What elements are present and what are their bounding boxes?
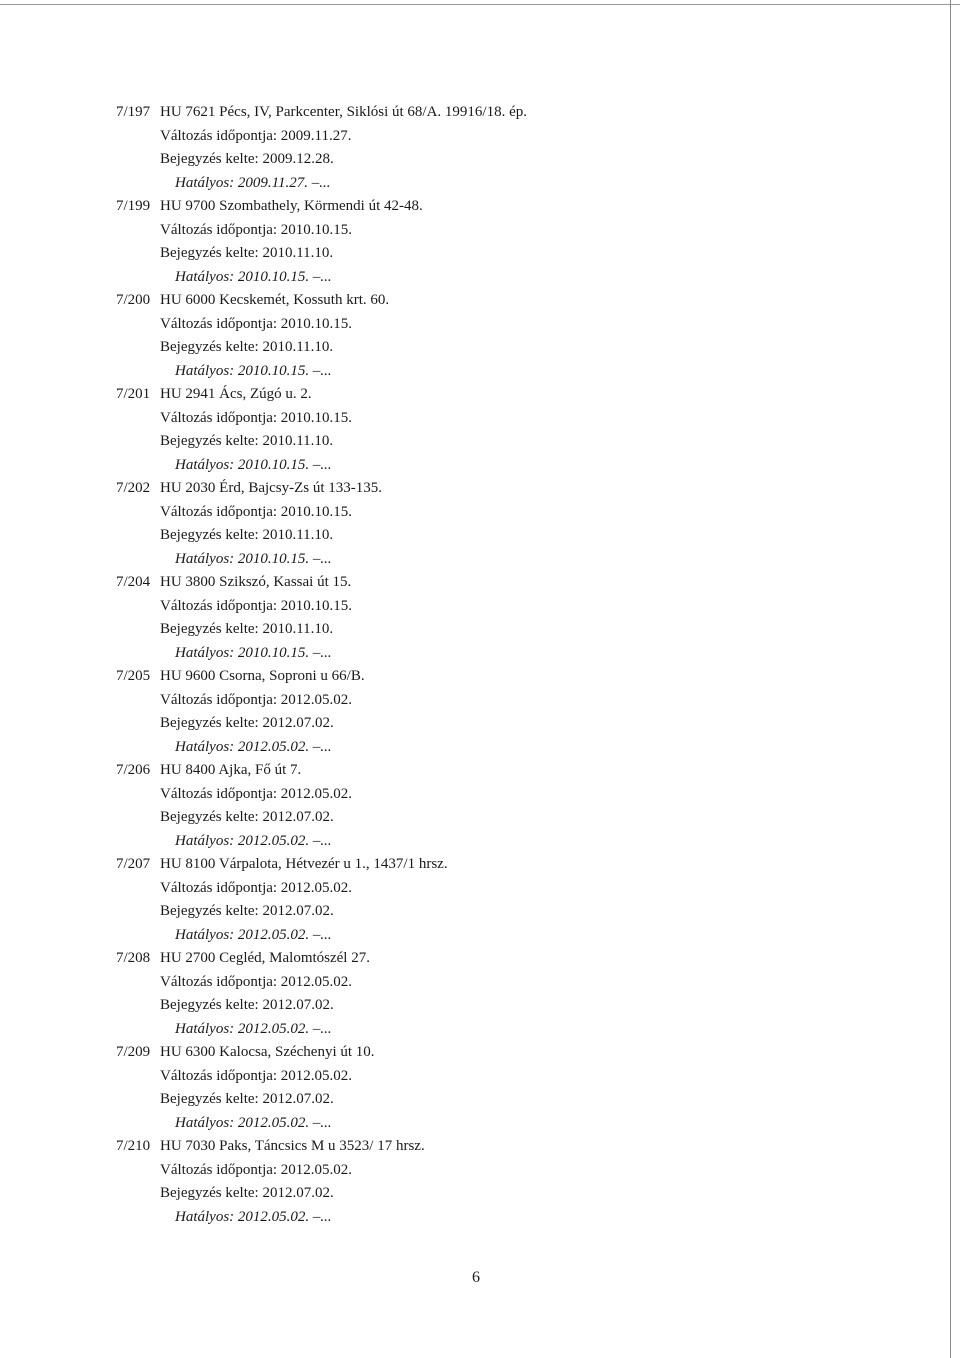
entry-date: Bejegyzés kelte: 2010.11.10. bbox=[160, 527, 334, 543]
entry-list bbox=[116, 101, 916, 1229]
entry-address: HU 7030 Paks, Táncsics M u 3523/ 17 hrsz. bbox=[160, 1138, 425, 1154]
entry-header bbox=[116, 853, 916, 877]
entry-address: HU 9600 Csorna, Soproni u 66/B. bbox=[160, 668, 365, 684]
change-date: Változás időpontja: 2010.10.15. bbox=[160, 409, 353, 426]
entry-number: 7/200 bbox=[116, 292, 151, 308]
entry bbox=[116, 289, 916, 383]
change-date: Változás időpontja: 2012.05.02. bbox=[160, 1067, 353, 1084]
entry-number: 7/207 bbox=[116, 856, 151, 872]
entry-number: 7/206 bbox=[116, 762, 151, 778]
entry-number: 7/201 bbox=[116, 386, 151, 402]
entry-date: Bejegyzés kelte: 2010.11.10. bbox=[160, 339, 334, 355]
entry-header bbox=[116, 195, 916, 219]
page-number: 6 bbox=[472, 1269, 480, 1286]
entry-address: HU 6000 Kecskemét, Kossuth krt. 60. bbox=[160, 292, 390, 308]
change-date: Változás időpontja: 2012.05.02. bbox=[160, 785, 353, 802]
entry-date: Bejegyzés kelte: 2012.07.02. bbox=[160, 1091, 334, 1107]
entry bbox=[116, 759, 916, 853]
entry bbox=[116, 101, 916, 195]
entry bbox=[116, 195, 916, 289]
entry-date: Bejegyzés kelte: 2012.07.02. bbox=[160, 903, 334, 919]
entry-address: HU 6300 Kalocsa, Széchenyi út 10. bbox=[160, 1044, 375, 1060]
entry-header bbox=[116, 289, 916, 313]
entry-date: Bejegyzés kelte: 2010.11.10. bbox=[160, 621, 334, 637]
entry bbox=[116, 477, 916, 571]
effective-date: Hatályos: 2012.05.02. –... bbox=[175, 1114, 332, 1131]
entry-number: 7/202 bbox=[116, 480, 151, 496]
change-date: Változás időpontja: 2010.10.15. bbox=[160, 503, 353, 520]
entry-header bbox=[116, 1041, 916, 1065]
entry-header bbox=[116, 665, 916, 689]
entry-number: 7/205 bbox=[116, 668, 151, 684]
entry-header bbox=[116, 759, 916, 783]
entry-header bbox=[116, 571, 916, 595]
entry-number: 7/208 bbox=[116, 950, 151, 966]
entry-header bbox=[116, 1135, 916, 1159]
effective-date: Hatályos: 2012.05.02. –... bbox=[175, 1208, 332, 1225]
entry-number: 7/210 bbox=[116, 1138, 151, 1154]
entry-address: HU 7621 Pécs, IV, Parkcenter, Siklósi út 68/A. 19916/18. ép. bbox=[160, 104, 528, 120]
change-date: Változás időpontja: 2012.05.02. bbox=[160, 973, 353, 990]
entry bbox=[116, 665, 916, 759]
entry-header bbox=[116, 947, 916, 971]
entry bbox=[116, 1041, 916, 1135]
entry bbox=[116, 947, 916, 1041]
entry-date: Bejegyzés kelte: 2012.07.02. bbox=[160, 715, 334, 731]
effective-date: Hatályos: 2012.05.02. –... bbox=[175, 738, 332, 755]
effective-date: Hatályos: 2012.05.02. –... bbox=[175, 926, 332, 943]
entry-address: HU 2700 Cegléd, Malomtószél 27. bbox=[160, 950, 370, 966]
effective-date: Hatályos: 2010.10.15. –... bbox=[175, 456, 332, 473]
entry-header bbox=[116, 477, 916, 501]
entry bbox=[116, 853, 916, 947]
entry-date: Bejegyzés kelte: 2010.11.10. bbox=[160, 433, 334, 449]
entry-address: HU 9700 Szombathely, Körmendi út 42-48. bbox=[160, 198, 423, 214]
entry-address: HU 8400 Ajka, Fő út 7. bbox=[160, 762, 302, 778]
change-date: Változás időpontja: 2012.05.02. bbox=[160, 691, 353, 708]
entry-header bbox=[116, 101, 916, 125]
change-date: Változás időpontja: 2012.05.02. bbox=[160, 879, 353, 896]
effective-date: Hatályos: 2010.10.15. –... bbox=[175, 550, 332, 567]
entry-date: Bejegyzés kelte: 2012.07.02. bbox=[160, 997, 334, 1013]
change-date: Változás időpontja: 2010.10.15. bbox=[160, 597, 353, 614]
entry-address: HU 3800 Szikszó, Kassai út 15. bbox=[160, 574, 352, 590]
effective-date: Hatályos: 2009.11.27. –... bbox=[175, 174, 331, 191]
effective-date: Hatályos: 2010.10.15. –... bbox=[175, 362, 332, 379]
effective-date: Hatályos: 2012.05.02. –... bbox=[175, 1020, 332, 1037]
change-date: Változás időpontja: 2010.10.15. bbox=[160, 315, 353, 332]
entry-header bbox=[116, 383, 916, 407]
right-margin-line bbox=[950, 0, 951, 1358]
entry-address: HU 2941 Ács, Zúgó u. 2. bbox=[160, 386, 312, 402]
change-date: Változás időpontja: 2010.10.15. bbox=[160, 221, 353, 238]
entry-number: 7/204 bbox=[116, 574, 151, 590]
entry-address: HU 8100 Várpalota, Hétvezér u 1., 1437/1 hrsz. bbox=[160, 856, 448, 872]
entry bbox=[116, 571, 916, 665]
effective-date: Hatályos: 2010.10.15. –... bbox=[175, 268, 332, 285]
entry-date: Bejegyzés kelte: 2012.07.02. bbox=[160, 809, 334, 825]
entry-number: 7/209 bbox=[116, 1044, 151, 1060]
top-scan-edge bbox=[0, 4, 960, 5]
entry-number: 7/197 bbox=[116, 104, 151, 120]
entry-date: Bejegyzés kelte: 2010.11.10. bbox=[160, 245, 334, 261]
entry-number: 7/199 bbox=[116, 198, 151, 214]
entry-date: Bejegyzés kelte: 2012.07.02. bbox=[160, 1185, 334, 1201]
entry-address: HU 2030 Érd, Bajcsy-Zs út 133-135. bbox=[160, 480, 383, 496]
change-date: Változás időpontja: 2009.11.27. bbox=[160, 127, 352, 144]
entry-date: Bejegyzés kelte: 2009.12.28. bbox=[160, 151, 334, 167]
entry bbox=[116, 383, 916, 477]
effective-date: Hatályos: 2010.10.15. –... bbox=[175, 644, 332, 661]
effective-date: Hatályos: 2012.05.02. –... bbox=[175, 832, 332, 849]
entry bbox=[116, 1135, 916, 1229]
change-date: Változás időpontja: 2012.05.02. bbox=[160, 1161, 353, 1178]
